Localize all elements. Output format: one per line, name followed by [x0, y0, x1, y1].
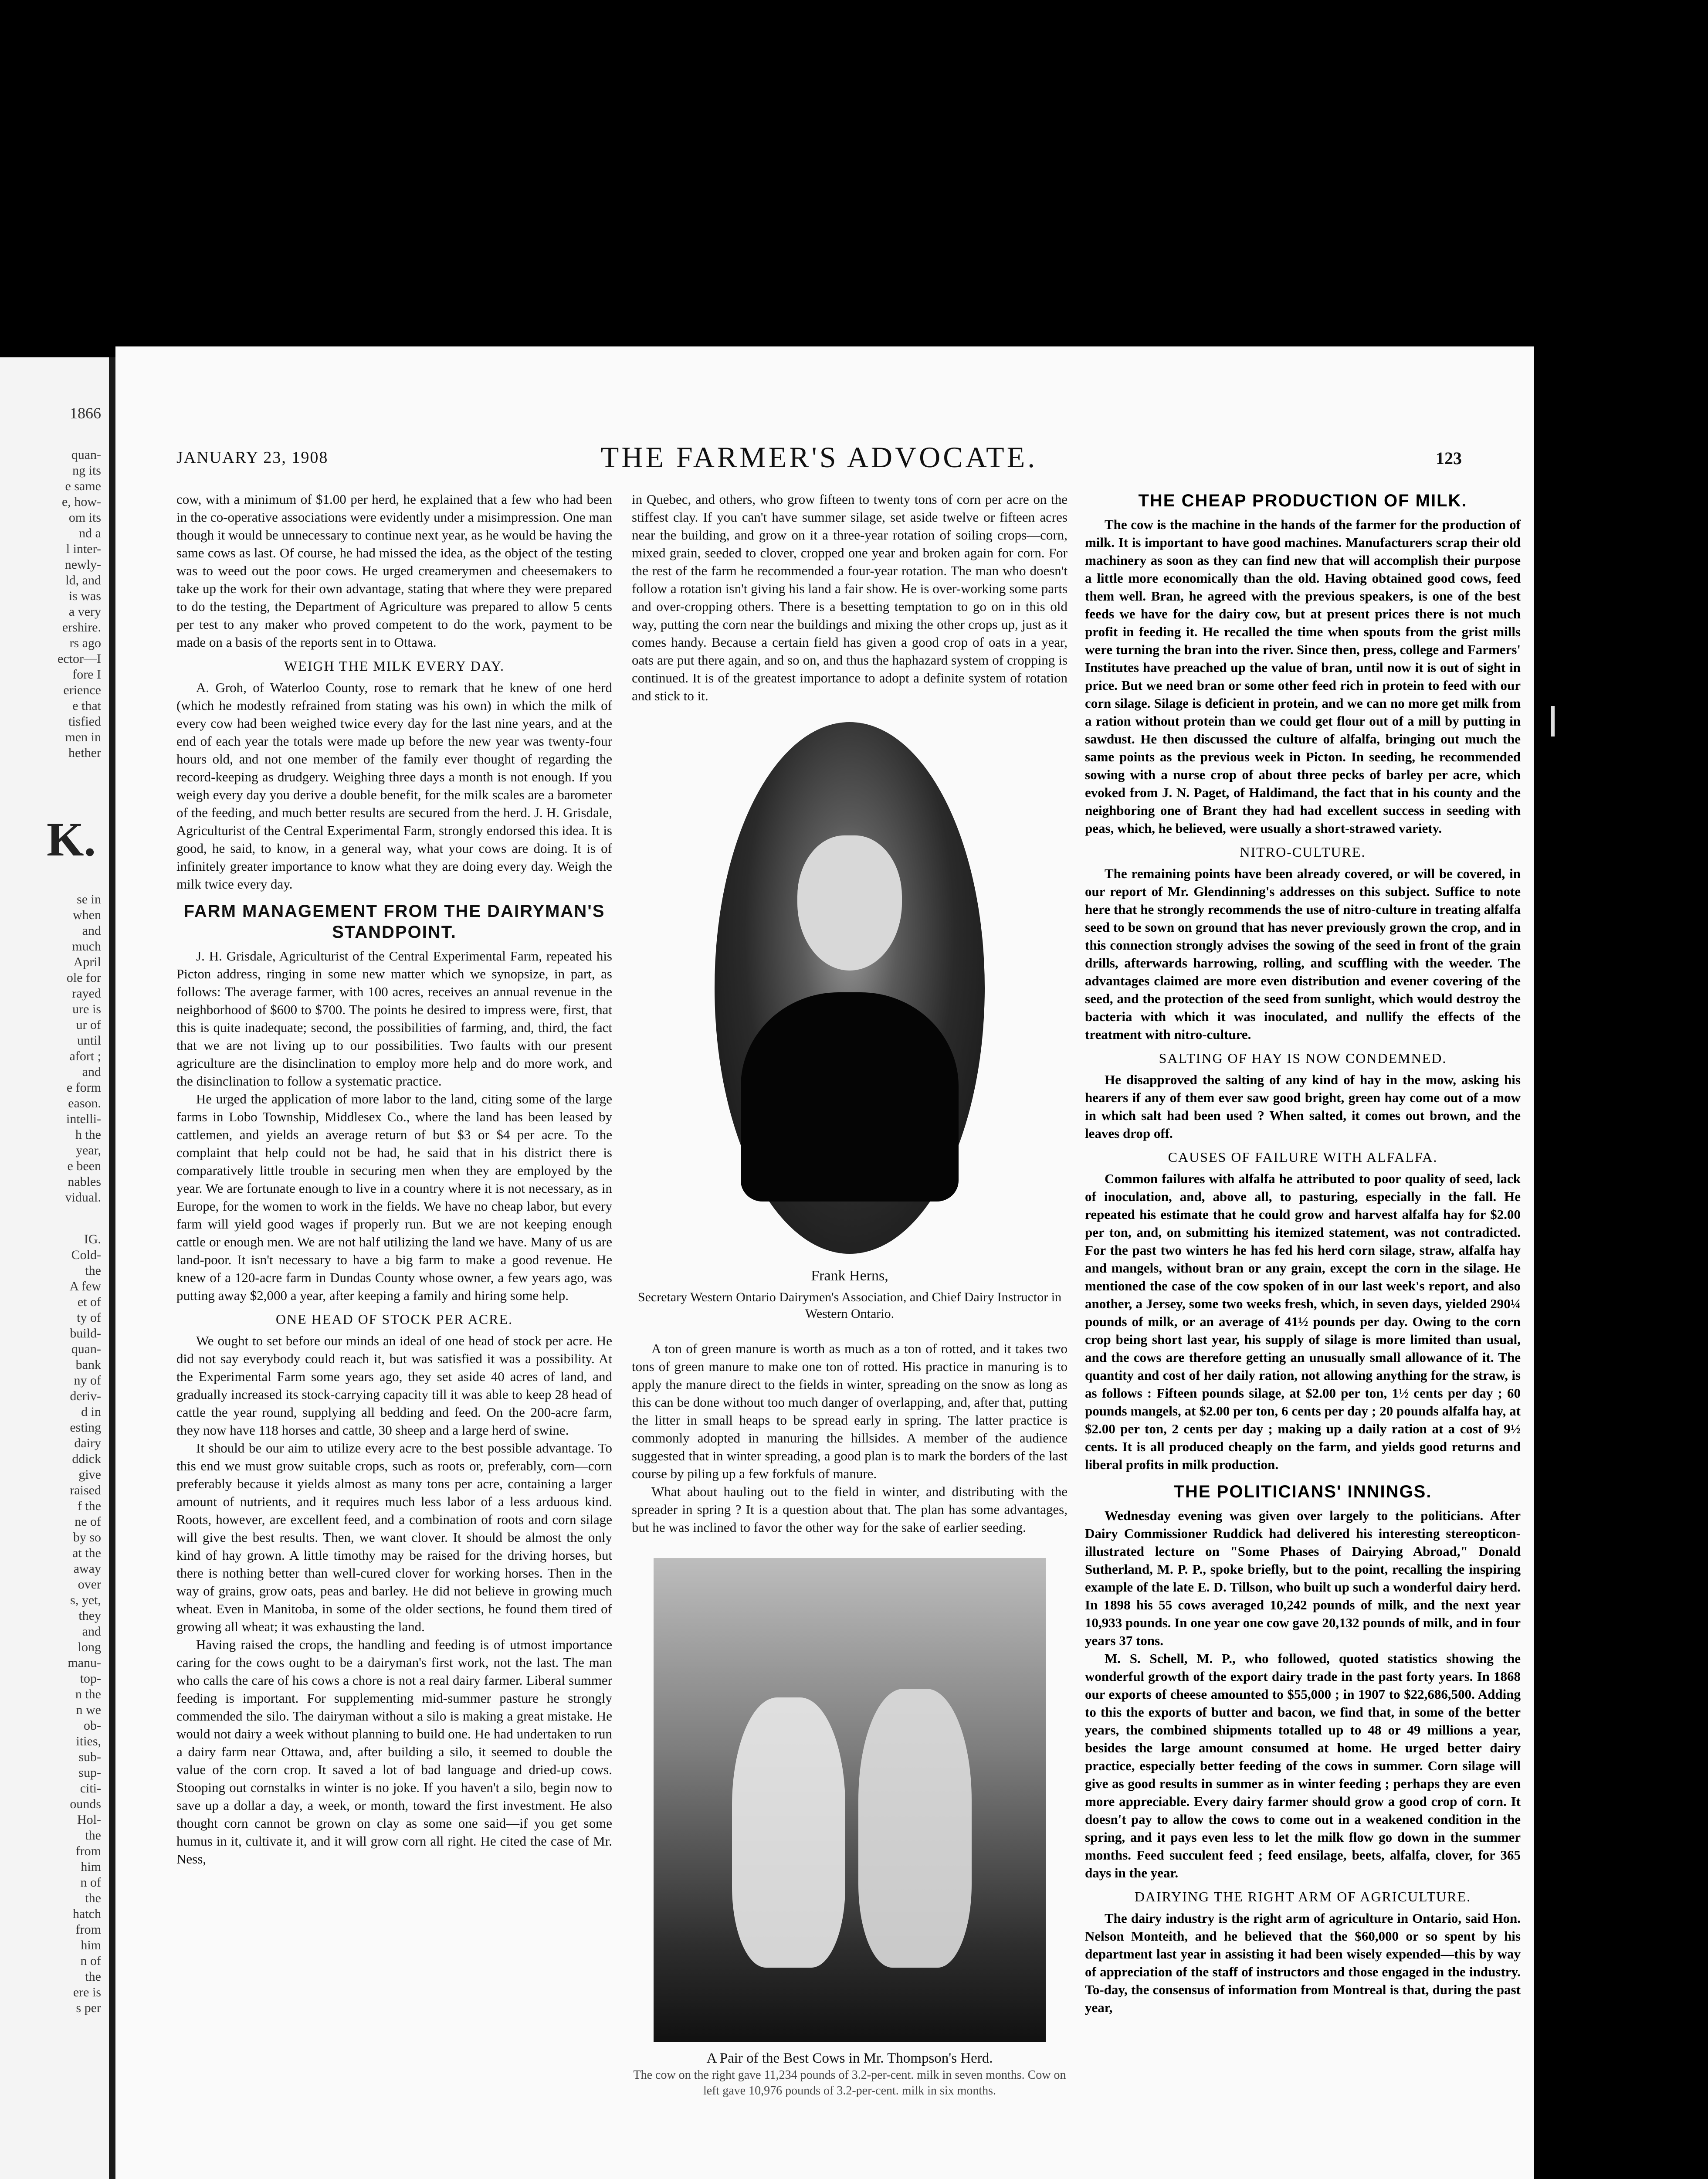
- text-fragment: e form: [66, 1080, 101, 1095]
- text-fragment: ure is: [72, 1002, 101, 1016]
- text-fragment: over: [78, 1577, 101, 1592]
- text-fragment: sup-: [78, 1765, 101, 1780]
- text-fragment: at the: [72, 1546, 101, 1560]
- paragraph: The dairy industry is the right arm of agriculture in Ontario, said Hon. Nelson Monteith, and he believed that the $60,000 or so spent by his department last year in assisting it had been wisely expended—this by way of appreciation of the staff of instructors and those engaged in the industry. To-day, the consensus of information from Montreal is that, during the past year,: [1085, 1911, 1521, 2015]
- book-gutter: [109, 357, 115, 2179]
- paragraph: What about hauling out to the field in winter, and distributing with the spreader in spring ? It is a question about that. The plan has some advantages, but he was inclined to favor the other way for the sake of earlier seeding.: [632, 1484, 1068, 1535]
- section-heading: ONE HEAD OF STOCK PER ACRE.: [275, 1311, 513, 1327]
- paragraph: Common failures with alfalfa he attributed to poor quality of seed, lack of inoculation, and, above all, to pasturing, especially in the fall. He repeated his estimate that he could grow and harvest alfalfa hay for $2.00 per ton, and, on submitting his itemized statement, was not contradicted. For the past two winters he has fed his herd corn silage, straw, alfalfa hay and mangels, without bran or any grain, except the corn in the silage. He mentioned the case of the cow spoken of in our last week's report, and also another, a Jersey, some two weeks fresh, which, in seven days, yielded 290¼ pounds of milk, or an average of 41½ pounds per day. Owing to the corn crop being short last year, his supply of silage is more limited than usual, and the cows are therefore getting an unusually small allowance of it. The quantity and cost of her daily ration, not allowing anything for the straw, is as follows : Fifteen pounds silage, at $2.00 per ton, 1½ cents per day ; 60 pounds mangels, at $2.00 per ton, 6 cents per day ; 20 pounds alfalfa hay, at $2.00 per ton, 2 cents per day ; making up a daily ration at a cost of 9½ cents. It is all produced cheaply on the farm, and yields good returns and liberal profits in milk production.: [1085, 1171, 1521, 1472]
- text-fragment: year,: [76, 1143, 101, 1157]
- text-fragment: men in: [65, 730, 101, 744]
- text-fragment: much: [72, 939, 101, 954]
- paragraph: A. Groh, of Waterloo County, rose to remark that he knew of one herd (which he modestly refrained from stating was his own) in which the milk of every cow had been weighed twice every day for the last nine years, and at the end of each year the totals were made up before the new year was twenty-four hours old, and not one member of the family ever thought of regarding the record-keeping as drudgery. Weighing three days a month is not enough. If you weigh every day you derive a double benefit, for the milk scales are a barometer of the feeding, and much better results are secured from the herd. J. H. Grisdale, Agriculturist of the Central Experimental Farm, strongly endorsed this idea. It is good, he said, to know, in a general way, what your cows are doing. It is of infinitely greater importance to know what they are doing every day. Weigh the milk twice every day.: [176, 680, 612, 892]
- text-fragment: away: [73, 1561, 101, 1576]
- text-fragment: newly-: [64, 557, 101, 572]
- text-fragment: d in: [81, 1405, 101, 1419]
- page-number: 123: [1436, 448, 1462, 468]
- text-fragment: by so: [73, 1530, 101, 1544]
- text-fragment: April: [73, 955, 101, 969]
- text-fragment: ne of: [75, 1514, 101, 1529]
- text-fragment: e been: [67, 1159, 101, 1173]
- paragraph: in Quebec, and others, who grow fifteen to twenty tons of corn per acre on the stiffest clay. If you can't have summer silage, set aside twelve or fifteen acres near the building, and grow on it a three-year rotation of soiling crops—corn, mixed grain, seeded to clover, cropped one year and broken again for corn. For the rest of the farm he recommended a four-year rotation. The man who doesn't follow a rotation isn't giving his land a fair show. He is over-working some parts and over-cropping others. There is a besetting temptation to go on in this old way, putting the corn near the buildings and mixing the other crops up, just as it comes handy. Because a certain field has given a good crop of oats in a year, oats are put there again, and so on, and thus the haphazard system of cropping is continued. It is of the greatest importance to adopt a definite system of rotation and stick to it.: [632, 492, 1068, 703]
- text-fragment: rayed: [72, 986, 101, 1001]
- text-fragment: from: [75, 1844, 101, 1858]
- text-fragment: him: [81, 1938, 101, 1952]
- text-fragment: e that: [72, 699, 101, 713]
- newspaper-page: [115, 346, 1534, 2179]
- text-fragment: n of: [80, 1954, 101, 1968]
- text-fragment: l inter-: [66, 542, 101, 556]
- portrait-face: [797, 835, 902, 971]
- text-fragment: sub-: [78, 1750, 101, 1764]
- article-headline: THE POLITICIANS' INNINGS.: [1173, 1482, 1432, 1501]
- text-fragment: they: [78, 1609, 101, 1623]
- text-fragment: and: [82, 923, 101, 938]
- column-middle: [632, 490, 1068, 2099]
- text-fragment: Cold-: [71, 1248, 101, 1262]
- text-fragment: quan-: [71, 448, 101, 462]
- text-fragment: A few: [69, 1279, 101, 1293]
- text-fragment: when: [73, 908, 101, 922]
- text-fragment: hatch: [73, 1907, 101, 1921]
- cows-photo: [654, 1558, 1046, 2042]
- text-fragment: from: [75, 1922, 101, 1937]
- text-fragment: nables: [68, 1174, 101, 1189]
- cow-left: [732, 1697, 845, 1968]
- text-fragment: nd a: [79, 526, 101, 540]
- text-fragment: and: [82, 1065, 101, 1079]
- paragraph: J. H. Grisdale, Agriculturist of the Central Experimental Farm, repeated his Picton address, ringing in some new matter which we synopsize, in part, as follows: The average farmer, with 100 acres, receives an annual revenue in the neighborhood of $600 to $700. The points he desired to impress were, first, that this is quite inadequate; second, the possibilities of farming, and, third, the fact that we are not living up to our possibilities. Two faults with our present agriculture are the disinclination to employ more help and do more work, and the disinclination to follow a systematic practice.: [176, 948, 612, 1089]
- article-headline: THE CHEAP PRODUCTION OF MILK.: [1138, 491, 1467, 510]
- text-fragment: hether: [68, 746, 101, 760]
- text-fragment: is was: [68, 589, 101, 603]
- issue-date: JANUARY 23, 1908: [176, 448, 329, 467]
- text-fragment: eason.: [68, 1096, 101, 1110]
- paragraph: He disapproved the salting of any kind of hay in the mow, asking his hearers if any of them ever saw good bright, green hay come out of a mow in which salt had been used ? When salted, it comes out brown, and the leaves drop off.: [1085, 1072, 1521, 1141]
- text-fragment: ere is: [73, 1985, 101, 1999]
- text-fragment: tisfied: [68, 714, 101, 729]
- text-fragment: e same: [65, 479, 101, 493]
- text-fragment: afort ;: [69, 1049, 101, 1063]
- portrait-coat: [741, 992, 959, 1202]
- text-fragment: the: [85, 1891, 101, 1905]
- text-fragment: deriv-: [70, 1389, 101, 1403]
- text-fragment: f the: [77, 1499, 101, 1513]
- section-heading: WEIGH THE MILK EVERY DAY.: [284, 658, 505, 674]
- text-fragment: manu-: [68, 1656, 101, 1670]
- text-fragment: bank: [75, 1358, 101, 1372]
- text-fragment: s per: [76, 2001, 101, 2015]
- masthead-title: THE FARMER'S ADVOCATE.: [600, 441, 1038, 474]
- section-heading: CAUSES OF FAILURE WITH ALFALFA.: [1168, 1149, 1438, 1165]
- text-fragment: and: [82, 1624, 101, 1639]
- text-fragment: s, yet,: [70, 1593, 101, 1607]
- text-fragment: e, how-: [62, 495, 101, 509]
- text-fragment: fore I: [72, 667, 101, 682]
- paragraph: Having raised the crops, the handling and feeding is of utmost importance caring for the cows ought to be a dairyman's first work, not the last. The man who calls the care of his cows a chore is not a real dairy farmer. Liberal summer feeding is important. For supplementing mid-summer pasture he strongly commended the silo. The dairyman without a silo is making a great mistake. He would not dairy a week without planning to build one. He had undertaken to run a dairy farm near Ottawa, and, after building a silo, it seemed to double the value of the corn crop. It saved a lot of bad language and dried-up cows. Stooping out cornstalks in winter is no joke. If you haven't a silo, begin now to save up a dollar a day, a week, or month, toward the first investment. He also thought corn cannot be grown on clay as some one said—if you get some humus in it, cultivate it, and it will grow corn all right. He cited the case of Mr. Ness,: [176, 1637, 612, 1867]
- paragraph: The cow is the machine in the hands of the farmer for the production of milk. It is important to have good machines. Manufacturers scrap their old machinery as soon as they can find new that will accomplish their purpose a little more economically than the old. Having obtained good cows, feed them well. Bran, he agreed with the previous speakers, is one of the best feeds we have for the dairy cow, but at present prices there is not much profit in feeding it. He recalled the time when spouts from the grist mills were turning the bran into the river. Since then, press, college and Farmers' Institutes have preached up the value of bran, until now it is out of sight in price. But we need bran or some other feed rich in protein to feed with our corn silage. Silage is deficient in protein, and we can no more get milk from a ration without protein than we could get flour out of a mill by putting in sawdust. He then discussed the culture of alfalfa, bringing out much the same points as the previous week in Picton. In seeding, he recommended sowing with a nurse crop of about three pecks of barley per acre, which evoked from J. N. Paget, of Haldimand, the fact that in his county and the neighboring one of Brant they had had excellent success in seeding with peas, which, he believed, were usually a short-strawed variety.: [1085, 517, 1521, 836]
- text-fragment: give: [78, 1467, 101, 1482]
- text-fragment: ld, and: [65, 573, 101, 587]
- portrait-photo: [715, 722, 985, 1254]
- text-fragment: ole for: [66, 971, 101, 985]
- text-fragment: until: [77, 1033, 101, 1048]
- text-fragment: him: [81, 1860, 101, 1874]
- paragraph: The remaining points have been already covered, or will be covered, in our report of Mr. Glendinning's addresses on this subject. Suffice to note here that he strongly recommends the use of nitro-culture in treating alfalfa seed to be sown on ground that has never previously grown the crop, and in this connection strongly advises the sowing of the seed in front of the grain drills, afterwards harrowing, rolling, and scuffling with the weeder. The advantages claimed are more even distribution and evener covering of the seed, and the protection of the seed from sunlight, which would destroy the bacteria with which it was inoculated, and nullify the effects of the treatment with nitro-culture.: [1085, 866, 1521, 1042]
- text-fragment: n we: [76, 1703, 101, 1717]
- text-fragment: esting: [70, 1420, 101, 1435]
- text-fragment: ounds: [70, 1797, 101, 1811]
- previous-page-text-column: [0, 421, 109, 2016]
- cows-photo-subcaption: The cow on the right gave 11,234 pounds of 3.2-per-cent. milk in seven months. Cow on left gave 10,976 pounds of 3.2-per-cent. milk in six months.: [633, 2068, 1066, 2098]
- text-fragment: ty of: [77, 1310, 101, 1325]
- previous-page-fragment: [0, 357, 109, 2179]
- section-heading: NITRO-CULTURE.: [1240, 844, 1366, 860]
- text-fragment: se in: [77, 892, 101, 906]
- paragraph: It should be our aim to utilize every acre to the best possible advantage. To this end we must grow suitable crops, such as roots or, preferably, corn—corn preferably because it yields almost as many tons per acre, containing a larger amount of nutrients, and it requires much less labor of a less arduous kind. Roots, however, are excellent feed, and a combination of roots and corn silage will give the best results. Then, we want clover. It should be almost the only kind of hay grown. A little timothy may be raised for the driving horses, but there is nothing better than well-cured clover for working horses. Then in the way of grains, grow oats, peas and barley. He did not believe in growing much wheat. Even in Manitoba, in some of the older sections, he found them tired of growing all wheat; it was exhausting the land.: [176, 1440, 612, 1634]
- text-fragment: ershire.: [62, 620, 101, 635]
- text-fragment: vidual.: [65, 1190, 101, 1205]
- portrait-caption: Secretary Western Ontario Dairymen's Association, and Chief Dairy Instructor in Western Ontario.: [637, 1290, 1062, 1321]
- text-fragment: quan-: [71, 1342, 101, 1356]
- paragraph: Wednesday evening was given over largely to the politicians. After Dairy Commissioner Ruddick had delivered his interesting stereopticon-illustrated lecture on "Some Phases of Dairying Abroad," Donald Sutherland, M. P. P., spoke briefly, but to the point, recalling the inspiring example of the late E. D. Tillson, who built up such a wonderful dairy herd. In 1898 his 55 cows averaged 10,242 pounds of milk, and the next year 10,933 pounds. In one year one cow gave 20,132 pounds of milk, and in four years 37 tons.: [1085, 1508, 1521, 1648]
- text-fragment: ng its: [72, 463, 101, 478]
- paragraph: cow, with a minimum of $1.00 per herd, he explained that a few who had been in the co-operative associations were evidently under a misimpression. One man though it would be unnecessary to continue next year, as he would be having the same cows as last. Of course, he had missed the idea, as the object of the testing was to weed out the poor cows. He urged creamerymen and cheesemakers to take up the work for their own advantage, stating that where they were prepared to do the testing, the Department of Agriculture was prepared to allow 5 cents per test to any maker who proved competent to do the work, payment to be made on a basis of the reports sent in to Ottawa.: [176, 492, 612, 650]
- text-fragment: raised: [70, 1483, 101, 1497]
- previous-page-number: 1866: [70, 404, 101, 422]
- page-header: [176, 436, 1462, 475]
- paragraph: M. S. Schell, M. P., who followed, quoted statistics showing the wonderful growth of the export dairy trade in the past forty years. In 1868 our exports of cheese amounted to $55,000 ; in 1907 to $22,686,500. Adding to this the exports of butter and bacon, we find that, in some of the better years, the combined shipments totalled up to 48 or 49 millions a year, besides the large amount consumed at home. He urged better dairy practice, especially better feeding of the cows in summer. Corn silage will give as good results in summer as in winter feeding ; perhaps they are even more appreciable. Every dairy farmer should grow a good crop of corn. It doesn't pay to allow the cows to come out in a weakened condition in the spring, and it pays even less to let the milk flow go down in the summer months. Feed succulent feed ; feed ensilage, beets, alfalfa, clover, for 365 days in the year.: [1085, 1651, 1521, 1880]
- text-fragment: Hol-: [77, 1812, 101, 1827]
- text-fragment: a very: [68, 604, 101, 619]
- text-fragment: ector—I: [58, 652, 101, 666]
- text-fragment: the: [85, 1263, 101, 1278]
- text-fragment: om its: [68, 510, 101, 525]
- text-fragment: build-: [70, 1326, 101, 1341]
- paragraph: A ton of green manure is worth as much as a ton of rotted, and it takes two tons of green manure to make one ton of rotted. His practice in manuring is to apply the manure direct to the fields in winter, spreading on the snow as long as this can be done without too much danger of overlapping, and, after that, putting the litter in small heaps to be spread early in spring. The latter practice is commonly adopted in manuring the hillsides. A member of the audience suggested that in winter spreading, a good plan is to mark the borders of the last course by piling up a few forkfuls of manure.: [632, 1341, 1068, 1481]
- text-fragment: intelli-: [66, 1112, 101, 1126]
- heading-fragment: IG.: [84, 1232, 101, 1246]
- cows-photo-caption: A Pair of the Best Cows in Mr. Thompson's Herd.: [706, 2050, 993, 2066]
- text-fragment: h the: [75, 1127, 101, 1142]
- article-headline: FARM MANAGEMENT FROM THE DAIRYMAN'S STANDPOINT.: [183, 902, 605, 942]
- portrait-name: Frank Herns,: [811, 1268, 888, 1284]
- paragraph: He urged the application of more labor to the land, citing some of the large farms in Lobo Township, Middlesex Co., where the land has been leased by cattlemen, and yields an average return of but $3 or $4 per acre. To the complaint that help could not be had, he said that in his district there is comparatively little trouble in securing men when they are employed by the year. We are fortunate enough to live in a country where it is not necessary, as in Europe, for the women to work in the fields. We have no cheap labor, but every farm will yield good wages if properly run. But we are not keeping enough cattle or enough men. We are not half utilizing the land we have. Many of us are land-poor. It isn't necessary to have a big farm to make a good revenue. He knew of a 120-acre farm in Dundas County whose owner, a few years ago, was putting away $2,000 a year, after keeping a family and hiring some help.: [176, 1091, 612, 1303]
- text-fragment: n of: [80, 1875, 101, 1890]
- text-fragment: et of: [77, 1295, 101, 1309]
- text-fragment: n the: [75, 1687, 101, 1701]
- text-fragment: ob-: [84, 1718, 101, 1733]
- text-fragment: ny of: [74, 1373, 101, 1388]
- text-fragment: rs ago: [69, 636, 101, 650]
- text-fragment: top-: [80, 1671, 101, 1686]
- text-fragment: dairy: [74, 1436, 101, 1450]
- text-fragment: the: [85, 1969, 101, 1984]
- column-left: [176, 490, 612, 1868]
- text-fragment: the: [85, 1828, 101, 1843]
- section-heading: DAIRYING THE RIGHT ARM OF AGRICULTURE.: [1134, 1889, 1471, 1904]
- paragraph: We ought to set before our minds an ideal of one head of stock per acre. He did not say everybody could reach it, but was satisfied it was a possibility. At the Experimental Farm some years ago, they set aside 40 acres of land, and gradually increased its stock-carrying capacity till it was able to keep 28 head of cattle the year round, supplying all bedding and feed. On the 200-acre farm, they now have 118 horses and cattle, 30 sheep and a large herd of swine.: [176, 1333, 612, 1438]
- text-fragment: ur of: [76, 1018, 101, 1032]
- text-fragment: erience: [63, 683, 101, 697]
- text-fragment: long: [78, 1640, 101, 1654]
- heading-fragment: K.: [46, 813, 96, 866]
- text-fragment: citi-: [80, 1781, 101, 1795]
- text-fragment: ddick: [72, 1452, 101, 1466]
- section-heading: SALTING OF HAY IS NOW CONDEMNED.: [1159, 1050, 1447, 1066]
- column-right: [1085, 490, 1521, 2016]
- text-fragment: ities,: [76, 1734, 101, 1748]
- cow-right: [858, 1689, 972, 1968]
- scan-artifact: [1551, 706, 1555, 737]
